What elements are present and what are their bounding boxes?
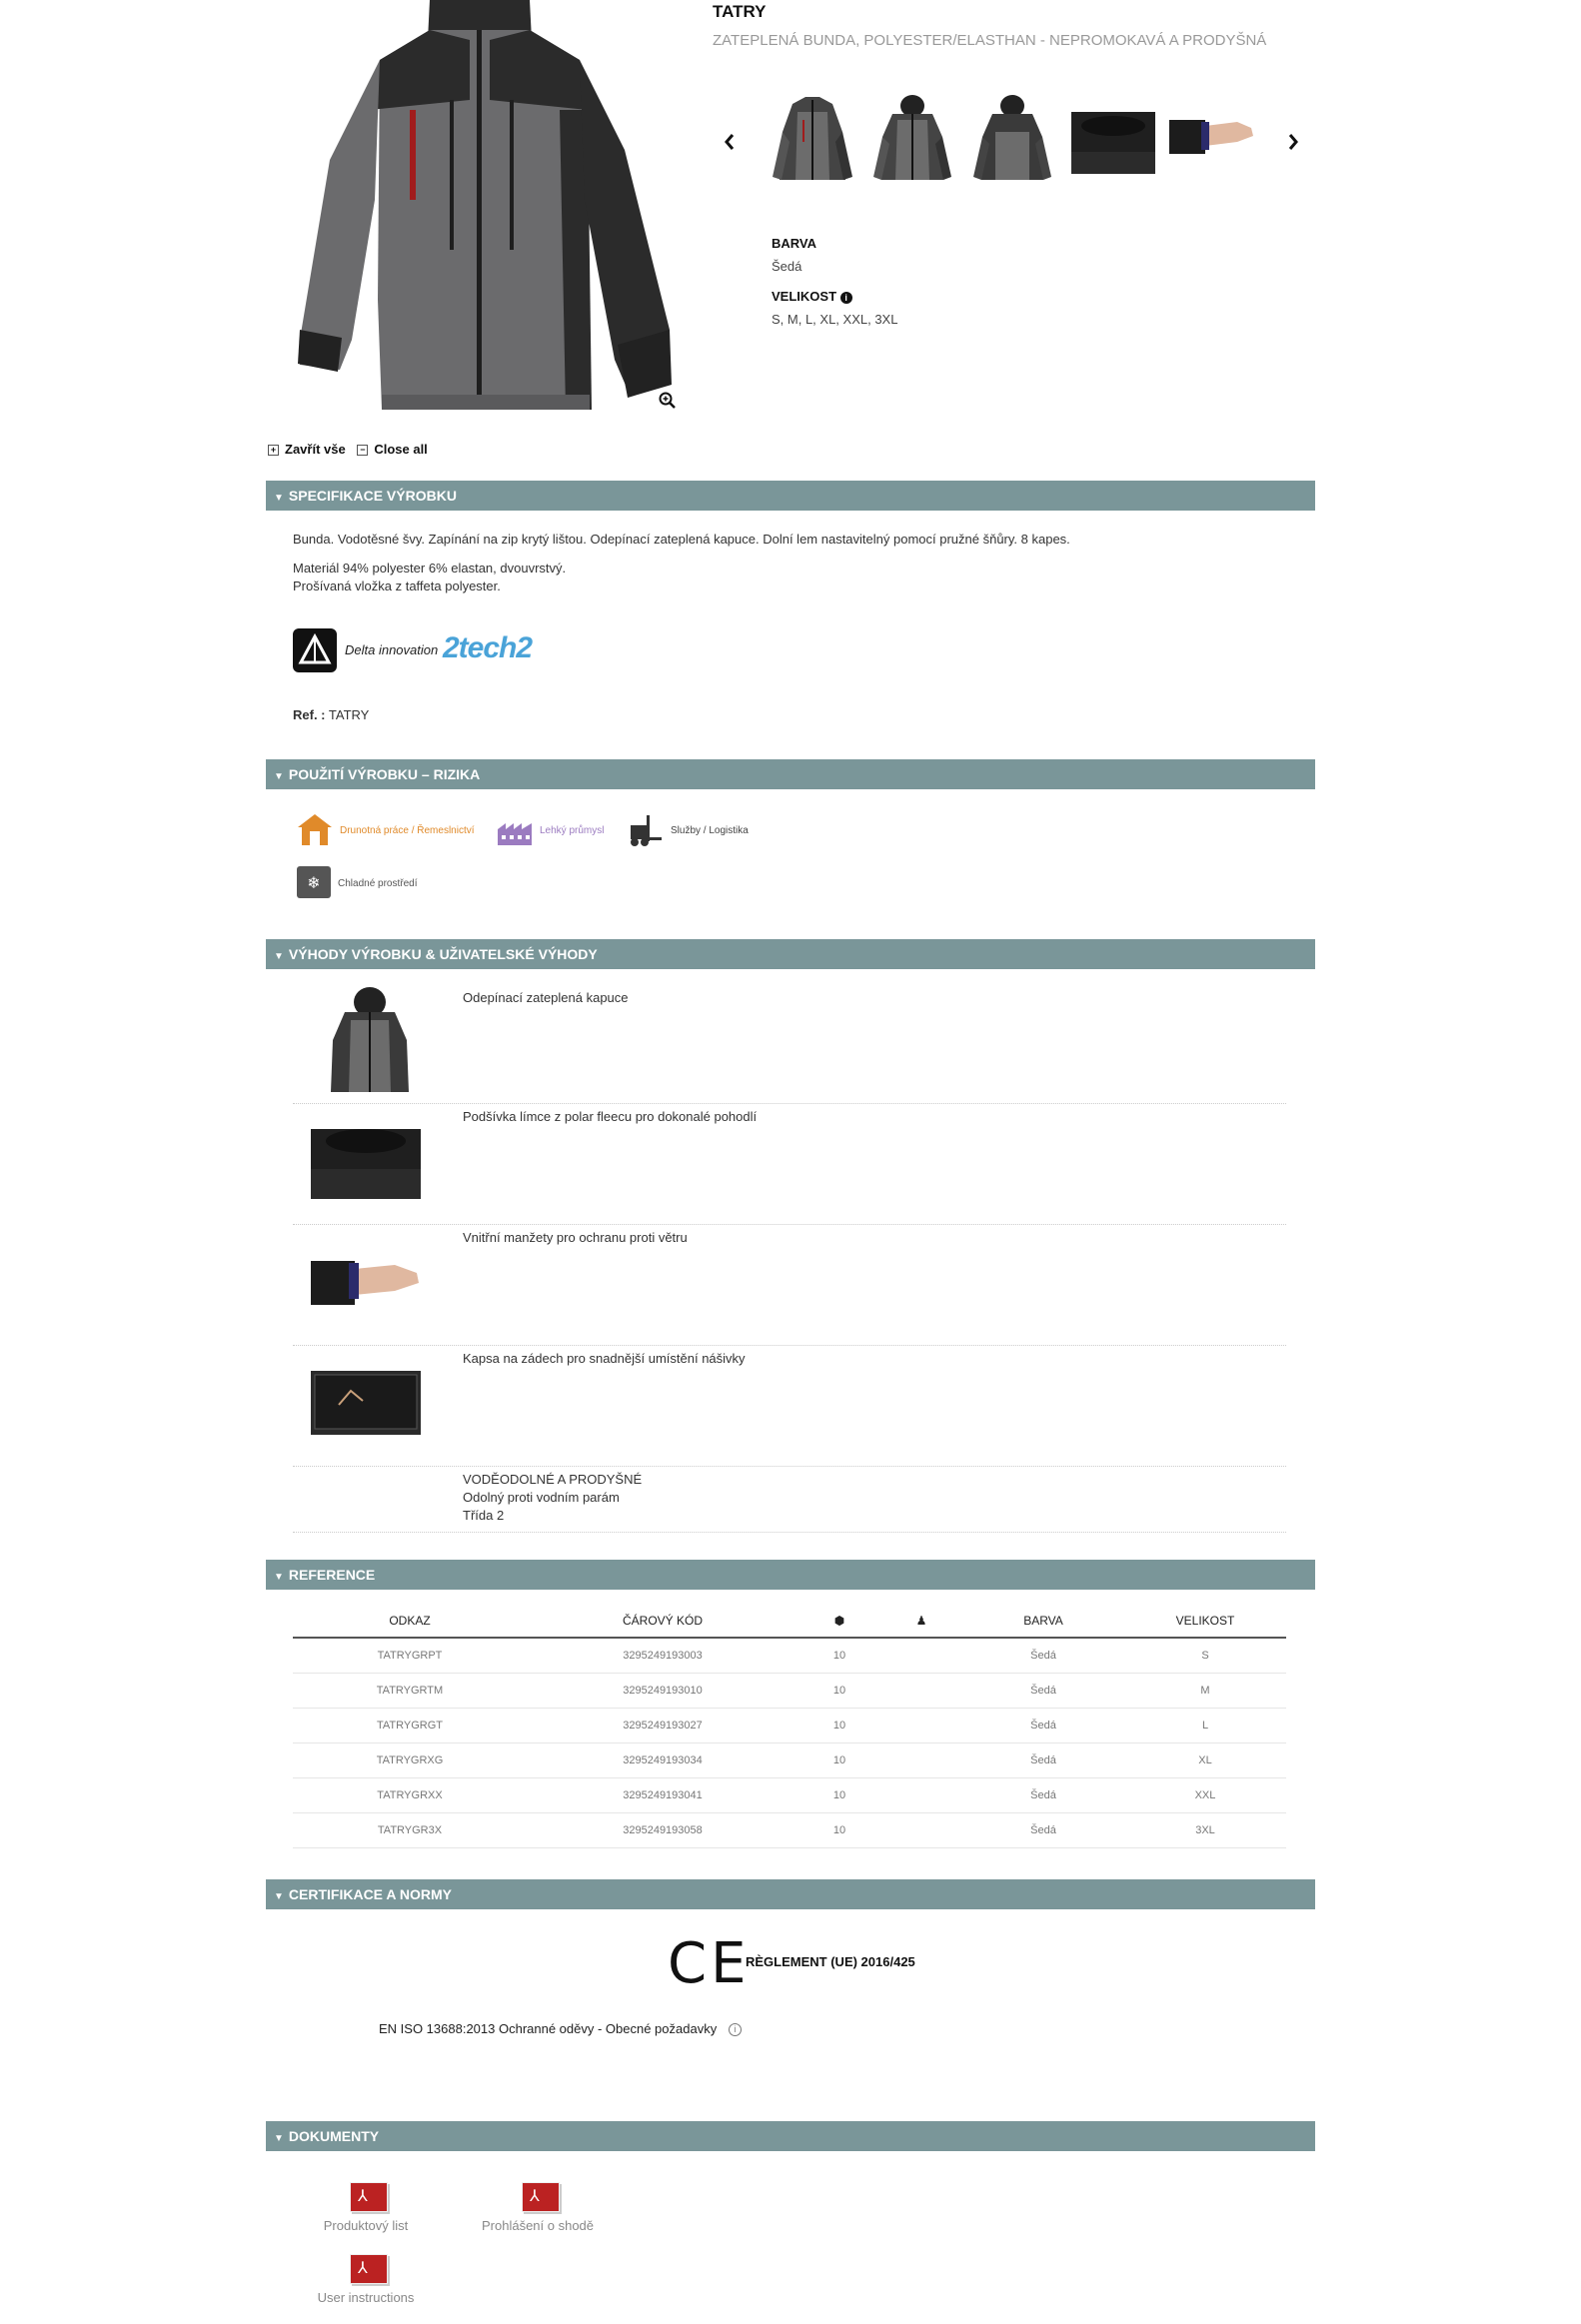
cell-size: L [1124,1709,1286,1743]
expand-toggle[interactable] [268,442,428,457]
col-header-size: VELIKOST [1124,1605,1286,1638]
spec-line-1: Bunda. Vodotěsné švy. Zapínání na zip krytý lištou. Odepínací zateplená kapuce. Dolní lem nastavitelný pomocí pružné šňůry. 8 kapes. [293,532,1070,547]
document-product-sheet[interactable] [318,2180,414,2233]
cell-color: Šedá [962,1709,1124,1743]
color-value: Šedá [772,259,802,274]
info-icon[interactable]: i [729,2023,742,2036]
cell-barcode: 3295249193034 [527,1743,798,1778]
ref-line [293,707,369,722]
thumbnail-hood-front[interactable] [867,92,957,192]
cell-size: M [1124,1674,1286,1709]
cell-ref: TATRYGRGT [293,1709,527,1743]
advantage-image-pocket [311,1371,421,1435]
caret-down-icon: ▼ [274,493,284,504]
reference-table [293,1605,1286,1848]
section-title: POUŽITÍ VÝROBKU – RIZIKA [288,766,481,782]
close-all-cz[interactable]: Zavřít vše [285,442,346,457]
caret-down-icon: ▼ [274,1891,284,1902]
pdf-icon: ⅄ [346,2252,386,2284]
thumbnail-hood-back[interactable] [967,92,1057,192]
cell-ref: TATRYGRTM [293,1674,527,1709]
divider [293,1532,1286,1533]
regulation-text: RÈGLEMENT (UE) 2016/425 [746,1954,915,1969]
carousel-prev-button[interactable] [722,130,738,154]
plus-square-icon: + [268,445,279,456]
waterproof-title: VODĚODOLNÉ A PRODYŠNÉ [463,1472,643,1487]
table-header-row [293,1605,1286,1638]
section-header-usage[interactable] [266,759,1315,789]
size-value: S, M, L, XL, XXL, 3XL [772,312,898,327]
spec-line-3: Prošívaná vložka z taffeta polyester. [293,579,501,593]
close-all-en[interactable]: Close all [374,442,428,457]
section-header-spec[interactable] [266,481,1315,511]
section-title: DOKUMENTY [288,2128,380,2144]
snow-icon [296,865,332,902]
caret-down-icon: ▼ [274,1572,284,1583]
product-title: TATRY [713,2,767,21]
usage-logistics [627,811,749,850]
cell-person [880,1638,962,1674]
cell-qty: 10 [798,1674,880,1709]
thumbnail-cuff[interactable] [1167,92,1257,192]
usage-craft [296,811,475,850]
cell-color: Šedá [962,1638,1124,1674]
col-header-color: BARVA [962,1605,1124,1638]
cell-size: S [1124,1638,1286,1674]
document-declaration[interactable] [478,2180,598,2233]
usage-cold [296,865,418,902]
cell-barcode: 3295249193003 [527,1638,798,1674]
cell-size: XL [1124,1743,1286,1778]
product-subtitle: ZATEPLENÁ BUNDA, POLYESTER/ELASTHAN - NEPROMOKAVÁ A PRODYŠNÁ [713,32,1267,49]
document-user-instructions[interactable] [314,2252,418,2305]
cell-ref: TATRYGRPT [293,1638,527,1674]
cell-person [880,1743,962,1778]
cell-qty: 10 [798,1743,880,1778]
table-row [293,1709,1286,1743]
table-row [293,1778,1286,1813]
color-label: BARVA [772,236,817,251]
ce-mark: CE [668,1931,751,1996]
size-label [772,289,852,304]
tech-logo: 2tech2 [443,631,533,664]
spec-line-2: Materiál 94% polyester 6% elastan, dvouvrstvý. [293,561,567,576]
waterproof-line-2: Třída 2 [463,1508,505,1523]
section-title: SPECIFIKACE VÝROBKU [288,488,457,504]
cell-qty: 10 [798,1709,880,1743]
cell-color: Šedá [962,1674,1124,1709]
usage-light-industry [496,811,604,850]
table-row [293,1674,1286,1709]
waterproof-line-1: Odolný proti vodním parám [463,1490,620,1505]
minus-square-icon: − [357,445,368,456]
ref-value: TATRY [328,707,370,722]
cell-color: Šedá [962,1813,1124,1848]
table-row [293,1638,1286,1674]
cell-person [880,1674,962,1709]
col-header-box [798,1605,880,1638]
zoom-icon[interactable] [659,392,677,410]
cell-ref: TATRYGR3X [293,1813,527,1848]
cell-barcode: 3295249193010 [527,1674,798,1709]
pdf-icon: ⅄ [518,2180,558,2212]
document-label[interactable]: Produktový list [323,2218,409,2233]
cell-barcode: 3295249193058 [527,1813,798,1848]
section-header-certification[interactable] [266,1879,1315,1909]
cell-size: XXL [1124,1778,1286,1813]
caret-down-icon: ▼ [274,951,284,962]
cell-qty: 10 [798,1638,880,1674]
cell-color: Šedá [962,1778,1124,1813]
document-label[interactable]: User instructions [317,2290,415,2305]
section-header-documents[interactable] [266,2121,1315,2151]
info-icon[interactable]: i [840,292,852,304]
advantage-text: Vnitřní manžety pro ochranu proti větru [463,1230,688,1245]
advantage-text: Kapsa na zádech pro snadnější umístění nášivky [463,1351,746,1366]
cell-ref: TATRYGRXG [293,1743,527,1778]
cell-barcode: 3295249193041 [527,1778,798,1813]
usage-label: Drunotná práce / Řemeslnictví [340,825,475,837]
usage-label: Chladné prostředí [338,878,418,890]
divider [293,1466,1286,1467]
document-label[interactable]: Prohlášení o shodě [481,2218,595,2233]
section-header-reference[interactable] [266,1560,1315,1590]
section-title: CERTIFIKACE A NORMY [288,1886,452,1902]
delta-innovation-text: Delta innovation [345,642,439,657]
section-title: REFERENCE [288,1567,376,1583]
advantage-image-hood [315,984,425,1096]
advantage-text: Odepínací zateplená kapuce [463,990,629,1005]
ref-label: Ref. : [293,707,326,722]
house-worker-icon [296,811,334,850]
cell-qty: 10 [798,1778,880,1813]
advantage-text: Podšívka límce z polar fleecu pro dokonalé pohodlí [463,1109,758,1124]
person-icon: ♟ [915,1614,927,1628]
divider [293,1224,1286,1225]
cell-size: 3XL [1124,1813,1286,1848]
carousel-next-button[interactable] [1285,130,1301,154]
section-title: VÝHODY VÝROBKU & UŽIVATELSKÉ VÝHODY [288,946,598,962]
divider [293,1103,1286,1104]
svg-text:❄: ❄ [307,873,321,892]
pdf-icon: ⅄ [346,2180,386,2212]
cell-barcode: 3295249193027 [527,1709,798,1743]
main-product-image[interactable] [270,0,680,420]
size-label-text: VELIKOST [772,289,837,304]
advantage-image-cuff [311,1249,421,1319]
thumbnail-collar[interactable] [1067,92,1157,192]
divider [293,1345,1286,1346]
advantage-image-collar [311,1119,421,1199]
cell-qty: 10 [798,1813,880,1848]
usage-label: Lehký průmysl [540,825,605,837]
section-header-advantages[interactable] [266,939,1315,969]
cell-person [880,1709,962,1743]
col-header-ref: ODKAZ [293,1605,527,1638]
cell-ref: TATRYGRXX [293,1778,527,1813]
factory-icon [496,811,534,850]
table-row [293,1813,1286,1848]
thumbnail-front[interactable] [768,92,857,192]
caret-down-icon: ▼ [274,771,284,782]
cell-color: Šedá [962,1743,1124,1778]
delta-logo [293,628,337,672]
table-row [293,1743,1286,1778]
cell-person [880,1813,962,1848]
usage-label: Služby / Logistika [671,825,749,837]
caret-down-icon: ▼ [274,2133,284,2144]
norm-text: EN ISO 13688:2013 Ochranné oděvy - Obecné požadavky [379,2021,718,2036]
col-header-person [880,1605,962,1638]
forklift-icon [627,811,665,850]
cell-person [880,1778,962,1813]
box-icon: ⬢ [833,1614,845,1628]
norm-line [379,2021,742,2036]
col-header-barcode: ČÁROVÝ KÓD [527,1605,798,1638]
